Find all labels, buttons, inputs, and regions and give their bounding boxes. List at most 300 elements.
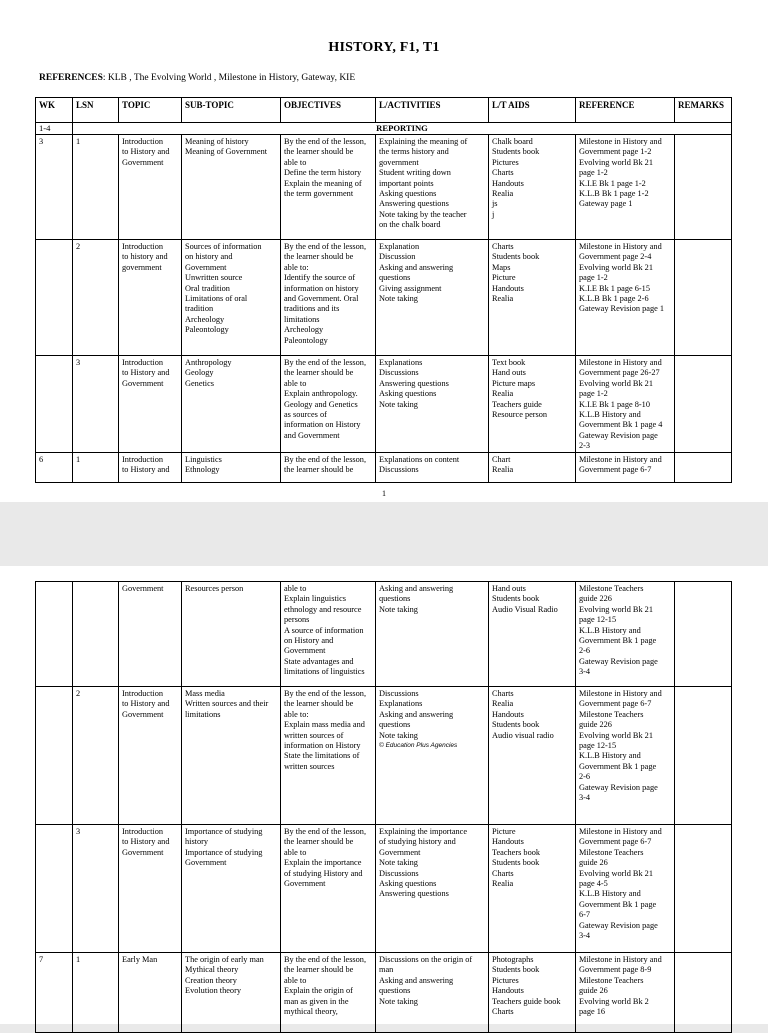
lsn-cell: 3 [73,356,119,453]
cell-line: Limitations of oral [185,294,248,304]
cell-line: limitations [284,314,320,324]
cell-line: questions [379,273,411,283]
cell-line: Students book [492,252,540,262]
cell-line: tradition [185,304,214,314]
cell-line: Milestone in History and [579,242,662,251]
cell-line: Milestone Teachers [579,584,644,593]
objectives-cell [281,356,376,453]
cell-line: State advantages and [284,656,354,666]
activities-cell [376,687,489,825]
subtopic-cell [182,135,281,240]
cell-line: Identify the source of [284,273,356,283]
cell-line: Handouts [492,986,524,996]
cell-line: Discussions [379,465,419,475]
cell-line: Students book [492,720,540,730]
cell-line: Paleontology [185,325,229,335]
cell-line: Charts [492,689,514,698]
objectives-cell [281,240,376,356]
wk-cell [36,582,73,687]
cell-line: Note taking [379,858,418,868]
cell-line: Introduction [122,827,164,836]
cell-line: Answering questions [379,889,449,899]
cell-line: Linguistics [185,454,222,464]
reference-cell [576,582,675,687]
cell-line: Students book [492,965,540,975]
cell-line: Note taking [379,604,418,614]
scheme-table-page-1 [35,97,732,483]
table-row [36,135,732,240]
cell-line: Oral tradition [185,283,230,293]
cell-line: the learner should be [284,965,354,975]
reference-cell [576,452,675,482]
cell-line: Text book [492,358,526,367]
cell-line: Asking and answering [379,709,454,719]
cell-line: questions [379,720,411,730]
document-page-2 [0,566,768,1024]
cell-line: Note taking [379,294,418,304]
cell-line: ethnology and resource [284,604,362,614]
cell-line: The origin of early man [185,955,264,964]
cell-line: Picture maps [492,378,536,388]
cell-line: the learner should be [284,837,354,847]
document-title: HISTORY, F1, T1 [328,40,440,55]
cell-line: Realia [492,389,514,399]
activities-cell [376,825,489,953]
cell-line: Evolving world Bk 21 [579,378,653,388]
cell-line: page 1-2 [579,273,608,283]
cell-line: Charts [492,242,514,251]
cell-line: 2-6 [579,646,591,656]
subtopic-cell [182,240,281,356]
cell-line: By the end of the lesson, [284,137,367,146]
topic-cell [119,135,182,240]
wk-cell: 3 [36,135,73,240]
cell-line: Photographs [492,955,534,964]
cell-line: Written sources and their [185,699,269,709]
cell-line: Hand outs [492,584,526,593]
cell-line: the learner should be [284,699,354,709]
cell-line: Gateway Revision page [579,656,658,666]
cell-line: Gateway Revision page [579,920,658,930]
cell-line: Teachers guide book [492,996,561,1006]
wk-cell [36,356,73,453]
aids-cell [489,687,576,825]
cell-line: Explanations [379,699,423,709]
cell-line: Introduction [122,242,164,251]
cell-line: questions [379,986,411,996]
lsn-cell: 2 [73,240,119,356]
cell-line: Handouts [492,178,524,188]
cell-line: Government [284,879,326,889]
cell-line: able to [284,975,307,985]
cell-line: Government [122,378,164,388]
aids-cell [489,953,576,1033]
cell-line: page 12-15 [579,615,617,625]
cell-line: Explaining the meaning of [379,137,468,146]
cell-line: j [492,209,495,219]
cell-line: Early Man [122,955,158,964]
cell-line: Explanation [379,242,420,251]
cell-line: Note taking [379,730,418,740]
cell-line: K.I.E Bk 1 page 6-15 [579,283,650,293]
reference-cell [576,240,675,356]
activities-cell [376,953,489,1033]
cell-line: Government page 6-7 [579,465,652,475]
remarks-cell [675,953,732,1033]
cell-line: traditions and its [284,304,340,314]
references-line [39,73,355,83]
cell-line: Picture [492,273,516,283]
cell-line: questions [379,594,411,604]
cell-line: Gateway Revision page [579,430,658,440]
topic-cell [119,687,182,825]
cell-line: Milestone in History and [579,137,662,146]
cell-line: Charts [492,1007,514,1017]
remarks-cell [675,452,732,482]
cell-line: Realia [492,189,514,199]
cell-line: of studying history and [379,837,456,847]
header-topic: TOPIC [119,98,182,123]
lsn-cell: 1 [73,452,119,482]
lsn-cell: 1 [73,953,119,1033]
cell-line: Government [122,157,164,167]
header-objectives: OBJECTIVES [281,98,376,123]
cell-line: guide 226 [579,720,612,730]
cell-line: Realia [492,294,514,304]
cell-line: the learner should be [284,147,354,157]
cell-line: Geology [185,368,214,378]
cell-line: Archeology [185,314,225,324]
cell-line: Introduction [122,358,164,367]
cell-line: A source of information [284,625,364,635]
aids-cell [489,582,576,687]
cell-line: Government page 6-7 [579,699,652,709]
reference-cell [576,953,675,1033]
table-row [36,452,732,482]
table-row [36,240,732,356]
cell-line: guide 26 [579,986,608,996]
subtopic-cell [182,825,281,953]
cell-line: man as given in the [284,996,349,1006]
cell-line: limitations [185,709,221,719]
cell-line: to History and [122,368,170,378]
cell-line: Teachers book [492,847,541,857]
header-reference: REFERENCE [576,98,675,123]
cell-line: Chalk board [492,137,533,146]
cell-line: Ethnology [185,465,220,475]
cell-line: Asking and answering [379,262,454,272]
cell-line: Note taking [379,996,418,1006]
cell-line: 6-7 [579,910,591,920]
reference-cell [576,135,675,240]
cell-line: Discussion [379,252,416,262]
cell-line: Asking questions [379,389,437,399]
cell-line: Note taking [379,399,418,409]
activities-cell [376,356,489,453]
objectives-cell [281,825,376,953]
cell-line: Picture [492,827,516,836]
cell-line: K.L.B History and [579,625,641,635]
objectives-cell [281,582,376,687]
cell-line: page 1-2 [579,389,608,399]
cell-line: guide 26 [579,858,608,868]
cell-line: Students book [492,858,540,868]
cell-line: Pictures [492,157,519,167]
cell-line: written sources [284,761,335,771]
cell-line: 3-4 [579,931,591,941]
cell-line: Evolving world Bk 21 [579,604,653,614]
cell-line: K.L.B Bk 1 page 2-6 [579,294,649,304]
reference-cell [576,356,675,453]
cell-line: Resource person [492,410,548,420]
cell-line: the term government [284,189,354,199]
cell-line: Government Bk 1 page [579,636,657,646]
cell-line: Realia [492,879,514,889]
cell-line: able to [284,847,307,857]
cell-line: guide 226 [579,594,612,604]
remarks-cell [675,356,732,453]
reporting-row [36,123,732,135]
cell-line: By the end of the lesson, [284,454,367,464]
table-row [36,687,732,825]
cell-line: Evolution theory [185,986,241,996]
header-activities: L/ACTIVITIES [376,98,489,123]
cell-line: By the end of the lesson, [284,955,367,964]
header-lsn: LSN [73,98,119,123]
cell-line: Handouts [492,837,524,847]
cell-line: K.L.B History and [579,751,641,761]
cell-line: Milestone in History and [579,955,662,964]
reporting-label: REPORTING [73,123,732,135]
cell-line: Paleontology [284,335,328,345]
cell-line: Student writing down [379,168,451,178]
cell-line: Anthropology [185,358,232,367]
cell-line: Evolving world Bk 21 [579,868,653,878]
cell-line: to History and [122,837,170,847]
cell-line: Mythical theory [185,965,239,975]
cell-line: Define the term history [284,168,362,178]
cell-line: Government [122,709,164,719]
cell-line: Evolving world Bk 21 [579,157,653,167]
subtopic-cell [182,582,281,687]
cell-line: Discussions [379,689,419,698]
cell-line: Answering questions [379,199,449,209]
aids-cell [489,356,576,453]
cell-line: Meaning of history [185,137,249,146]
cell-line: Government [185,858,227,868]
header-wk: WK [36,98,73,123]
cell-line: the learner should be [284,368,354,378]
cell-line: js [492,199,498,209]
cell-line: Government [379,847,421,857]
cell-line: Mass media [185,689,225,698]
lsn-cell [73,582,119,687]
cell-line: Government page 26-27 [579,368,660,378]
cell-line: Discussions [379,368,419,378]
cell-line: and Government. Oral [284,294,359,304]
cell-line: on history and [185,252,233,262]
cell-line: Pictures [492,975,519,985]
cell-line: Importance of studying [185,847,263,857]
cell-line: Sources of information [185,242,262,251]
cell-line: Resources person [185,584,244,593]
header-subtopic: SUB-TOPIC [182,98,281,123]
cell-line: Giving assignment [379,283,442,293]
cell-line: Explanations [379,358,423,367]
cell-line: Handouts [492,709,524,719]
cell-line: page 4-5 [579,879,608,889]
aids-cell [489,825,576,953]
cell-line: and Government [284,430,340,440]
cell-line: Milestone Teachers [579,847,644,857]
topic-cell [119,825,182,953]
cell-line: K.I.E Bk 1 page 1-2 [579,178,646,188]
remarks-cell [675,825,732,953]
cell-line: Government [185,262,227,272]
cell-line: Evolving world Bk 2 [579,996,649,1006]
cell-line: persons [284,615,310,625]
cell-line: to History and [122,465,170,475]
cell-line: Explain the origin of [284,986,353,996]
cell-line: the terms history and [379,147,449,157]
activities-cell [376,582,489,687]
cell-line: Realia [492,465,514,475]
cell-line: able to [284,157,307,167]
cell-line: important points [379,178,434,188]
cell-line: Government Bk 1 page [579,899,657,909]
cell-line: Explain anthropology. [284,389,358,399]
topic-cell [119,582,182,687]
subtopic-cell [182,687,281,825]
cell-line: Discussions on the origin of [379,955,473,964]
cell-line: Introduction [122,454,164,464]
cell-line: mythical theory, [284,1007,338,1017]
cell-line: to History and [122,699,170,709]
watermark-text: © Education Plus Agencies [379,742,458,750]
activities-cell [376,240,489,356]
cell-line: Explanations on content [379,454,460,464]
cell-line: Gateway page 1 [579,199,633,209]
cell-line: Gateway Revision page 1 [579,304,665,314]
cell-line: Genetics [185,378,215,388]
cell-line: Hand outs [492,368,526,378]
cell-line: to History and [122,147,170,157]
cell-line: Importance of studying [185,827,263,836]
cell-line: Students book [492,594,540,604]
cell-line: Explain the meaning of [284,178,362,188]
cell-line: 3-4 [579,793,591,803]
cell-line: able to [284,378,307,388]
cell-line: Explain the importance [284,858,362,868]
cell-line: able to: [284,262,309,272]
topic-cell [119,953,182,1033]
header-aids: L/T AIDS [489,98,576,123]
cell-line: Explain mass media and [284,720,365,730]
cell-line: information on History [284,420,361,430]
cell-line: Archeology [284,325,324,335]
cell-line: able to [284,584,307,593]
table-row [36,582,732,687]
remarks-cell [675,687,732,825]
cell-line: Milestone Teachers [579,975,644,985]
cell-line: By the end of the lesson, [284,827,367,836]
reporting-wk: 1-4 [36,123,73,135]
table-row [36,825,732,953]
cell-line: 2-3 [579,441,591,451]
cell-line: Milestone Teachers [579,709,644,719]
cell-line: Asking and answering [379,975,454,985]
cell-line: Government page 6-7 [579,837,652,847]
references-label: REFERENCES [39,73,103,83]
cell-line: Explain linguistics [284,594,346,604]
cell-line: Creation theory [185,975,237,985]
cell-line: State the limitations of [284,751,360,761]
scheme-table-page-2 [35,581,732,1033]
aids-cell [489,240,576,356]
wk-cell [36,825,73,953]
cell-line: on the chalk board [379,220,441,230]
cell-line: information on History [284,741,361,751]
cell-line: Realia [492,699,514,709]
cell-line: Charts [492,168,514,178]
objectives-cell [281,687,376,825]
cell-line: as sources of [284,410,327,420]
cell-line: able to: [284,709,309,719]
reference-cell [576,825,675,953]
cell-line: written sources of [284,730,344,740]
page-number: 1 [382,489,386,498]
cell-line: Maps [492,262,511,272]
topic-cell [119,452,182,482]
cell-line: Note taking by the teacher [379,209,467,219]
cell-line: K.L.B History and [579,410,641,420]
wk-cell [36,240,73,356]
cell-line: of studying History and [284,868,363,878]
cell-line: history [185,837,209,847]
cell-line: K.L.B History and [579,889,641,899]
wk-cell [36,687,73,825]
cell-line: Gateway Revision page [579,782,658,792]
cell-line: K.I.E Bk 1 page 8-10 [579,399,650,409]
aids-cell [489,135,576,240]
objectives-cell [281,135,376,240]
cell-line: K.L.B Bk 1 page 1-2 [579,189,649,199]
subtopic-cell [182,452,281,482]
cell-line: Milestone in History and [579,827,662,836]
cell-line: on History and [284,636,334,646]
cell-line: Discussions [379,868,419,878]
subtopic-cell [182,356,281,453]
lsn-cell: 1 [73,135,119,240]
table-header-row [36,98,732,123]
remarks-cell [675,240,732,356]
cell-line: Explaining the importance [379,827,468,836]
lsn-cell: 3 [73,825,119,953]
cell-line: By the end of the lesson, [284,358,367,367]
cell-line: Government Bk 1 page [579,761,657,771]
cell-line: 3-4 [579,667,591,677]
aids-cell [489,452,576,482]
remarks-cell [675,582,732,687]
cell-line: Asking and answering [379,584,454,593]
cell-line: page 1-2 [579,168,608,178]
cell-line: the learner should be [284,465,354,475]
table-row [36,356,732,453]
cell-line: limitations of linguistics [284,667,365,677]
cell-line: Government [122,584,164,593]
cell-line: man [379,965,394,975]
cell-line: Answering questions [379,378,449,388]
